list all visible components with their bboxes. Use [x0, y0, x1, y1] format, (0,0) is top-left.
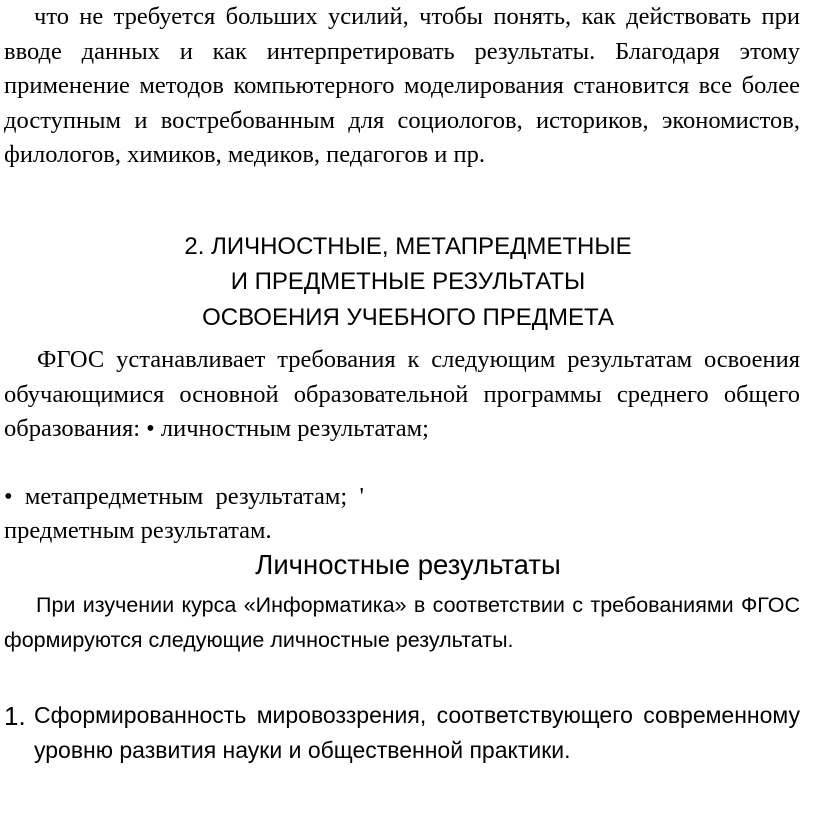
- personal-results-subheading: Личностные результаты: [255, 549, 561, 580]
- section-heading-line-1: 2. ЛИЧНОСТНЫЕ, МЕТАПРЕДМЕТНЫЕ: [184, 233, 632, 260]
- metasubject-results-line: • метапредметным результатам; ': [4, 483, 364, 510]
- subject-results-line: предметным результатам.: [4, 517, 272, 544]
- list-item-number: 1.: [4, 701, 26, 731]
- section-heading-line-3: ОСВОЕНИЯ УЧЕБНОГО ПРЕДМЕТА: [202, 304, 614, 331]
- section-heading-line-2: И ПРЕДМЕТНЫЕ РЕЗУЛЬТАТЫ: [230, 268, 586, 295]
- intro-paragraph: что не требуется больших усилий, чтобы понять, как действовать при вводе данных и как интерпретировать результаты. Благодаря этому применение методов компьютерного моделирования становится все более доступным и востребованным для социологов, историков, экономистов, филологов, химиков, медиков, педагогов и пр.: [4, 3, 800, 168]
- fgos-paragraph: ФГОС устанавливает требования к следующим результатам освоения обучающимися основной образовательной программы среднего общего образования: • личностным результатам;: [4, 346, 800, 442]
- course-intro-paragraph: При изучении курса «Информатика» в соответствии с требованиями ФГОС формируются следующие личностные результаты.: [4, 593, 800, 652]
- list-item-text: Сформированность мировоззрения, соответствующего современному уровню развития науки и общественной практики.: [34, 702, 800, 763]
